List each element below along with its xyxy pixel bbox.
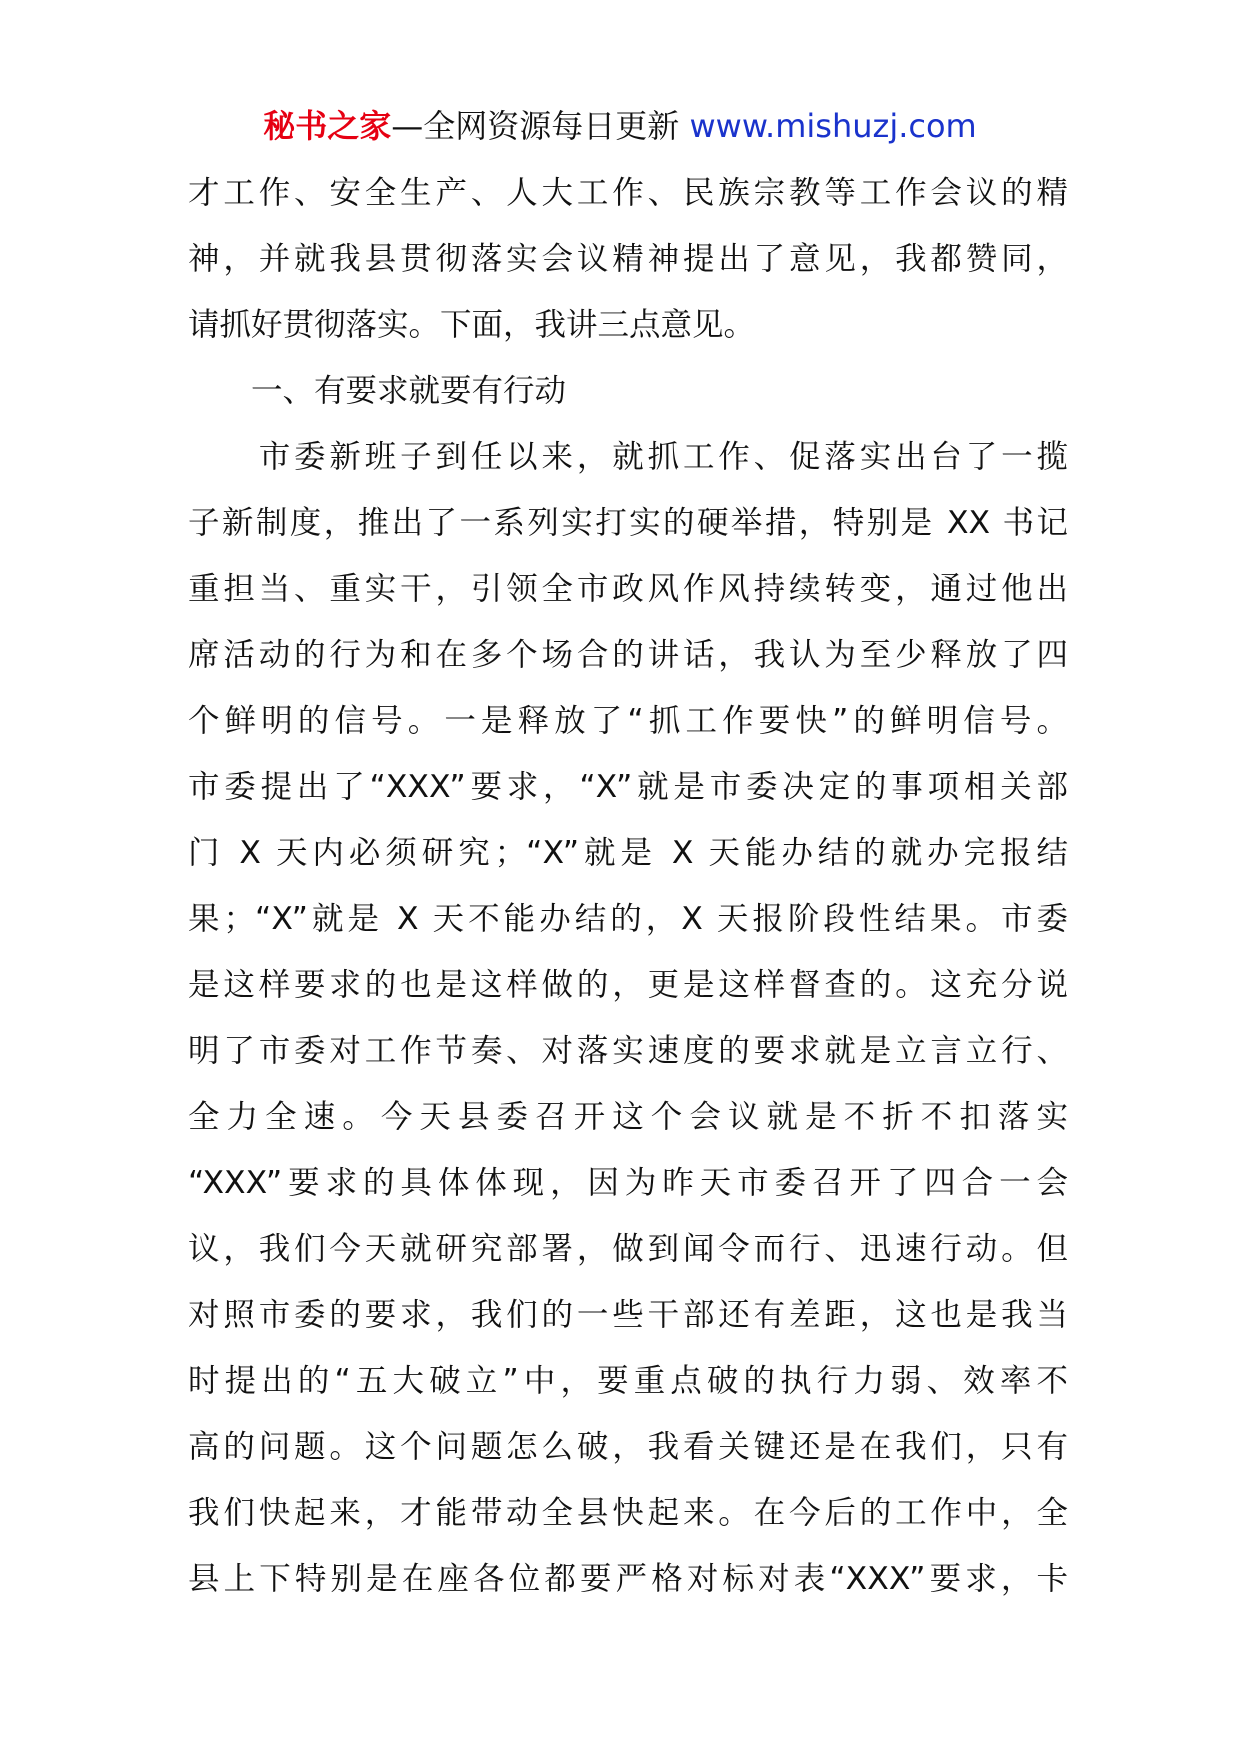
text-line: 席活动的行为和在多个场合的讲话，我认为至少释放了四 <box>188 637 1068 673</box>
text-line: “XXX”要求的具体体现，因为昨天市委召开了四合一会 <box>188 1165 1068 1201</box>
text-line: 我们快起来，才能带动全县快起来。在今后的工作中，全 <box>188 1495 1068 1531</box>
section-heading: 一、有要求就要有行动 <box>188 373 567 409</box>
document-body <box>188 160 1068 1612</box>
site-url-link[interactable]: www.mishuzj.com <box>689 107 977 145</box>
text-line: 明了市委对工作节奏、对落实速度的要求就是立言立行、 <box>188 1033 1068 1069</box>
text-line: 个鲜明的信号。一是释放了“抓工作要快”的鲜明信号。 <box>188 703 1068 739</box>
text-line: 对照市委的要求，我们的一些干部还有差距，这也是我当 <box>188 1297 1068 1333</box>
text-line: 才工作、安全生产、人大工作、民族宗教等工作会议的精 <box>188 175 1068 211</box>
text-line: 县上下特别是在座各位都要严格对标对表“XXX”要求，卡 <box>188 1561 1068 1597</box>
text-line: 时提出的“五大破立”中，要重点破的执行力弱、效率不 <box>188 1363 1068 1399</box>
text-line: 高的问题。这个问题怎么破，我看关键还是在我们，只有 <box>188 1429 1068 1465</box>
site-brand: 秘书之家 <box>263 107 392 145</box>
site-header <box>0 96 1240 156</box>
text-line: 全力全速。今天县委召开这个会议就是不折不扣落实 <box>188 1099 1068 1135</box>
text-line: 果；“X”就是 X 天不能办结的，X 天报阶段性结果。市委 <box>188 901 1068 937</box>
text-line: 市委新班子到任以来，就抓工作、促落实出台了一揽 <box>188 439 1068 475</box>
text-line: 议，我们今天就研究部署，做到闻令而行、迅速行动。但 <box>188 1231 1068 1267</box>
text-line: 重担当、重实干，引领全市政风作风持续转变，通过他出 <box>188 571 1068 607</box>
text-line: 神，并就我县贯彻落实会议精神提出了意见，我都赞同， <box>188 241 1068 277</box>
text-line: 是这样要求的也是这样做的，更是这样督查的。这充分说 <box>188 967 1068 1003</box>
text-line: 子新制度，推出了一系列实打实的硬举措，特别是 XX 书记 <box>188 505 1068 541</box>
text-line: 门 X 天内必须研究；“X”就是 X 天能办结的就办完报结 <box>188 835 1068 871</box>
text-line: 市委提出了“XXX”要求，“X”就是市委决定的事项相关部 <box>188 769 1068 805</box>
site-tagline: —全网资源每日更新 <box>391 107 680 145</box>
text-line: 请抓好贯彻落实。下面，我讲三点意见。 <box>188 307 756 343</box>
